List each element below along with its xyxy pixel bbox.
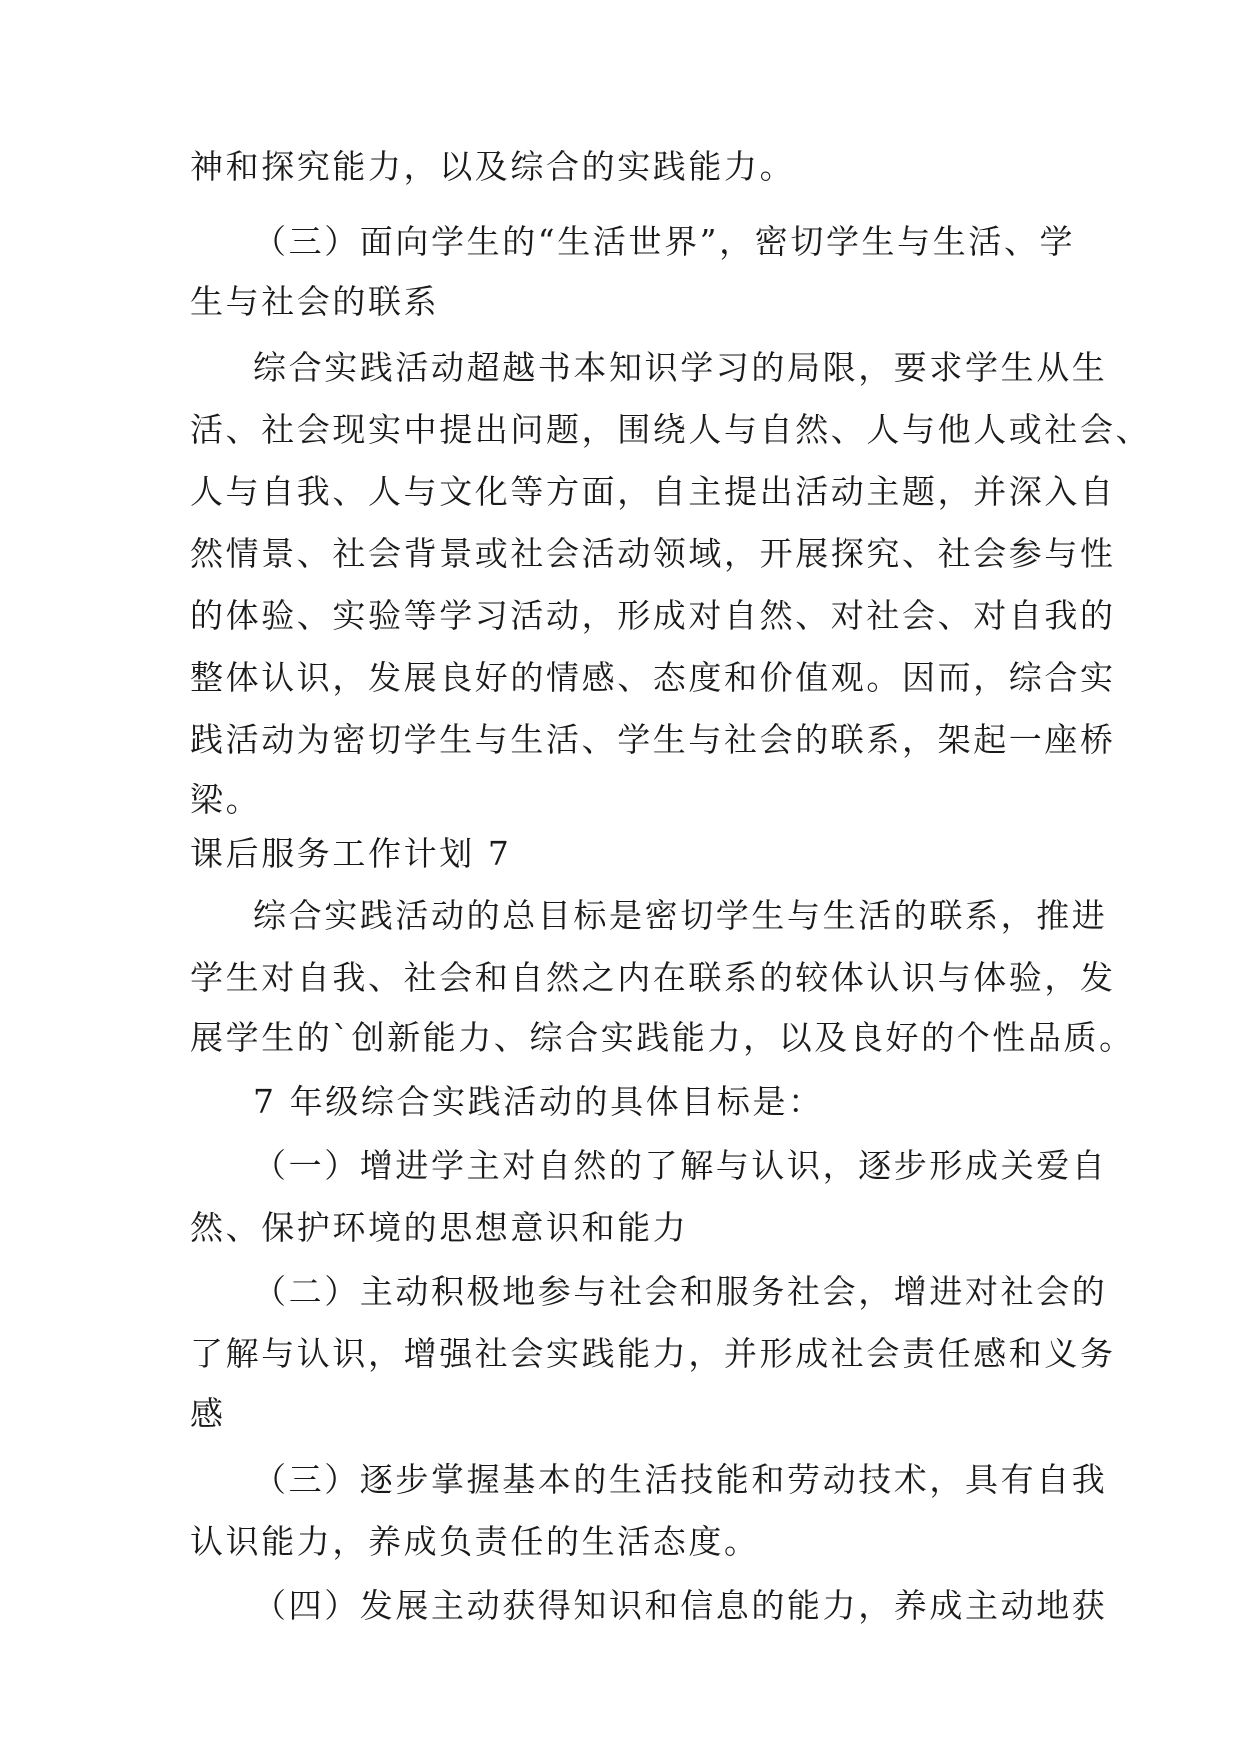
text-line: 展学生的`创新能力、综合实践能力，以及良好的个性品质。	[190, 1018, 1135, 1057]
text-line: 然情景、社会背景或社会活动领域，开展探究、社会参与性	[190, 534, 1116, 573]
paragraph-start: 综合实践活动的总目标是密切学生与生活的联系，推进	[253, 896, 1108, 935]
section-heading-cont: 生与社会的联系	[190, 282, 440, 321]
text-line: 人与自我、人与文化等方面，自主提出活动主题，并深入自	[190, 472, 1116, 511]
goal-item: （三）逐步掌握基本的生活技能和劳动技术，具有自我	[253, 1460, 1108, 1499]
text-line: 梁。	[190, 780, 262, 819]
goal-item-cont: 了解与认识，增强社会实践能力，并形成社会责任感和义务	[190, 1334, 1116, 1373]
goal-item: （一）增进学主对自然的了解与认识，逐步形成关爱自	[253, 1146, 1108, 1185]
text-line: 神和探究能力，以及综合的实践能力。	[190, 147, 796, 186]
section-heading: （三）面向学生的“生活世界”，密切学生与生活、学	[253, 222, 1076, 261]
text-line: 的体验、实验等学习活动，形成对自然、对社会、对自我的	[190, 596, 1116, 635]
goal-item: （二）主动积极地参与社会和服务社会，增进对社会的	[253, 1272, 1108, 1311]
goal-item: （四）发展主动获得知识和信息的能力，养成主动地获	[253, 1586, 1108, 1625]
goal-item-cont: 认识能力，养成负责任的生活态度。	[190, 1522, 760, 1561]
goal-item-cont: 感	[190, 1394, 226, 1433]
text-line: 学生对自我、社会和自然之内在联系的较体认识与体验，发	[190, 958, 1116, 997]
goals-intro: 7 年级综合实践活动的具体目标是：	[253, 1082, 824, 1121]
paragraph-start: 综合实践活动超越书本知识学习的局限，要求学生从生	[253, 348, 1108, 387]
text-line: 整体认识，发展良好的情感、态度和价值观。因而，综合实	[190, 658, 1116, 697]
text-line: 活、社会现实中提出问题，围绕人与自然、人与他人或社会、	[190, 410, 1152, 449]
goal-item-cont: 然、保护环境的思想意识和能力	[190, 1208, 689, 1247]
plan-title: 课后服务工作计划 7	[190, 834, 512, 873]
text-line: 践活动为密切学生与生活、学生与社会的联系，架起一座桥	[190, 720, 1116, 759]
